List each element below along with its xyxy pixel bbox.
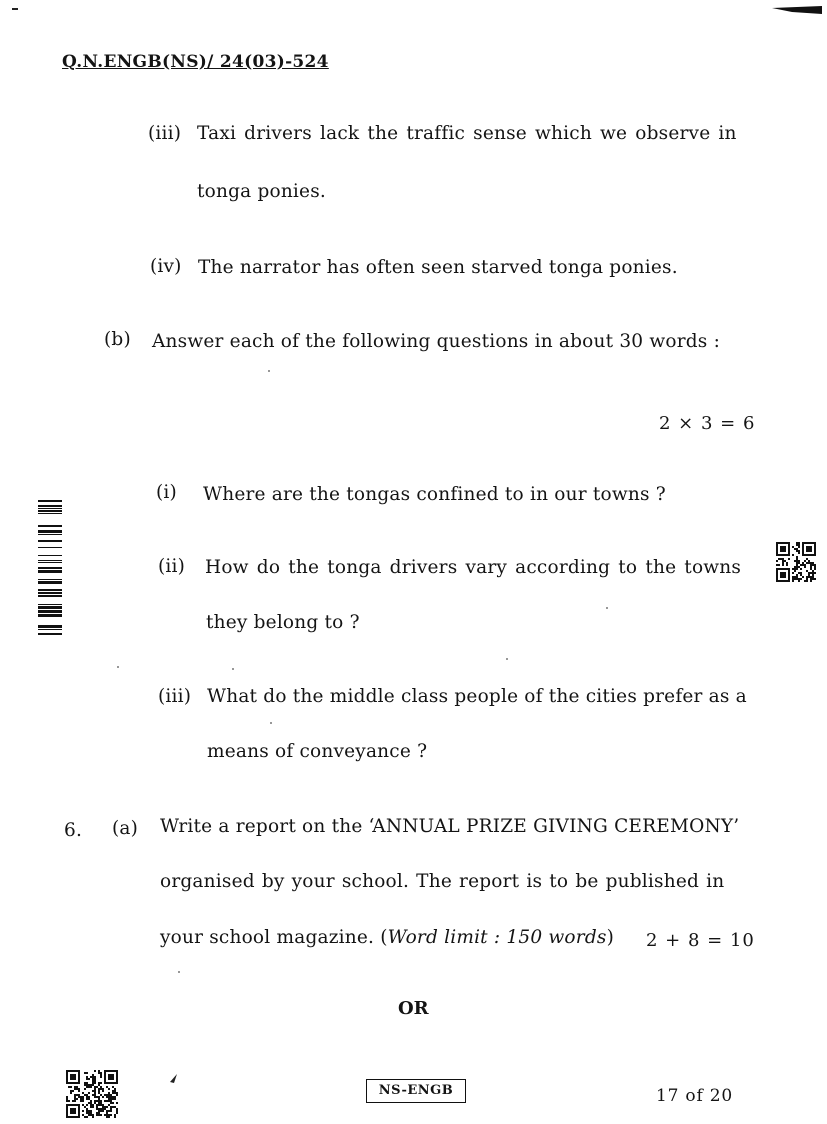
speck <box>178 971 180 973</box>
question-6-number: 6. <box>64 820 83 841</box>
q-iii-line1: What do the middle class people of the cities prefer as a <box>207 686 747 707</box>
q-ii-label: (ii) <box>158 556 186 577</box>
page-number: 17 of 20 <box>656 1086 733 1106</box>
item-iii-line1: Taxi drivers lack the traffic sense which we observe in <box>197 123 737 144</box>
item-iv-label: (iv) <box>150 256 182 277</box>
question-6a-line3 <box>160 927 614 948</box>
q-ii-line2: they belong to ? <box>206 612 360 633</box>
question-6a-line2: organised by your school. The report is to be published in <box>160 871 725 892</box>
item-iv-text: The narrator has often seen starved tonga ponies. <box>198 257 678 278</box>
word-limit: Word limit : 150 words <box>387 927 607 948</box>
qr-code-icon <box>776 542 816 582</box>
qr-code-icon <box>66 1070 118 1118</box>
q-i-label: (i) <box>156 482 177 503</box>
item-iii-line2: tonga ponies. <box>197 181 326 202</box>
tick-mark-icon <box>170 1074 178 1084</box>
line3-pre: your school magazine. ( <box>160 927 388 948</box>
part-b-label: (b) <box>104 329 131 350</box>
item-iii-label: (iii) <box>148 123 182 144</box>
q-iii-label: (iii) <box>158 686 192 707</box>
question-6-marks: 2 + 8 = 10 <box>646 930 755 951</box>
question-6a-line1: Write a report on the ‘ANNUAL PRIZE GIVING CEREMONY’ <box>160 816 740 837</box>
part-b-marks: 2 × 3 = 6 <box>659 413 756 434</box>
q-ii-line1: How do the tonga drivers vary according to the towns <box>205 557 742 578</box>
speck <box>117 666 119 668</box>
speck <box>606 607 608 609</box>
speck <box>268 370 270 372</box>
paper-code: Q.N.ENGB(NS)/ 24(03)-524 <box>62 52 329 72</box>
barcode-icon <box>38 500 62 636</box>
part-b-instruction: Answer each of the following questions in about 30 words : <box>152 331 721 352</box>
corner-mark-icon <box>12 8 18 10</box>
speck <box>232 668 234 670</box>
q-i-text: Where are the tongas confined to in our towns ? <box>203 484 666 505</box>
corner-wedge-icon <box>772 6 822 14</box>
speck <box>270 722 272 724</box>
question-6a-label: (a) <box>112 818 139 839</box>
or-separator: OR <box>398 998 429 1019</box>
line3-post: ) <box>606 927 614 948</box>
q-iii-line2: means of conveyance ? <box>207 741 428 762</box>
footer-code-box: NS-ENGB <box>366 1079 466 1103</box>
speck <box>506 658 508 660</box>
